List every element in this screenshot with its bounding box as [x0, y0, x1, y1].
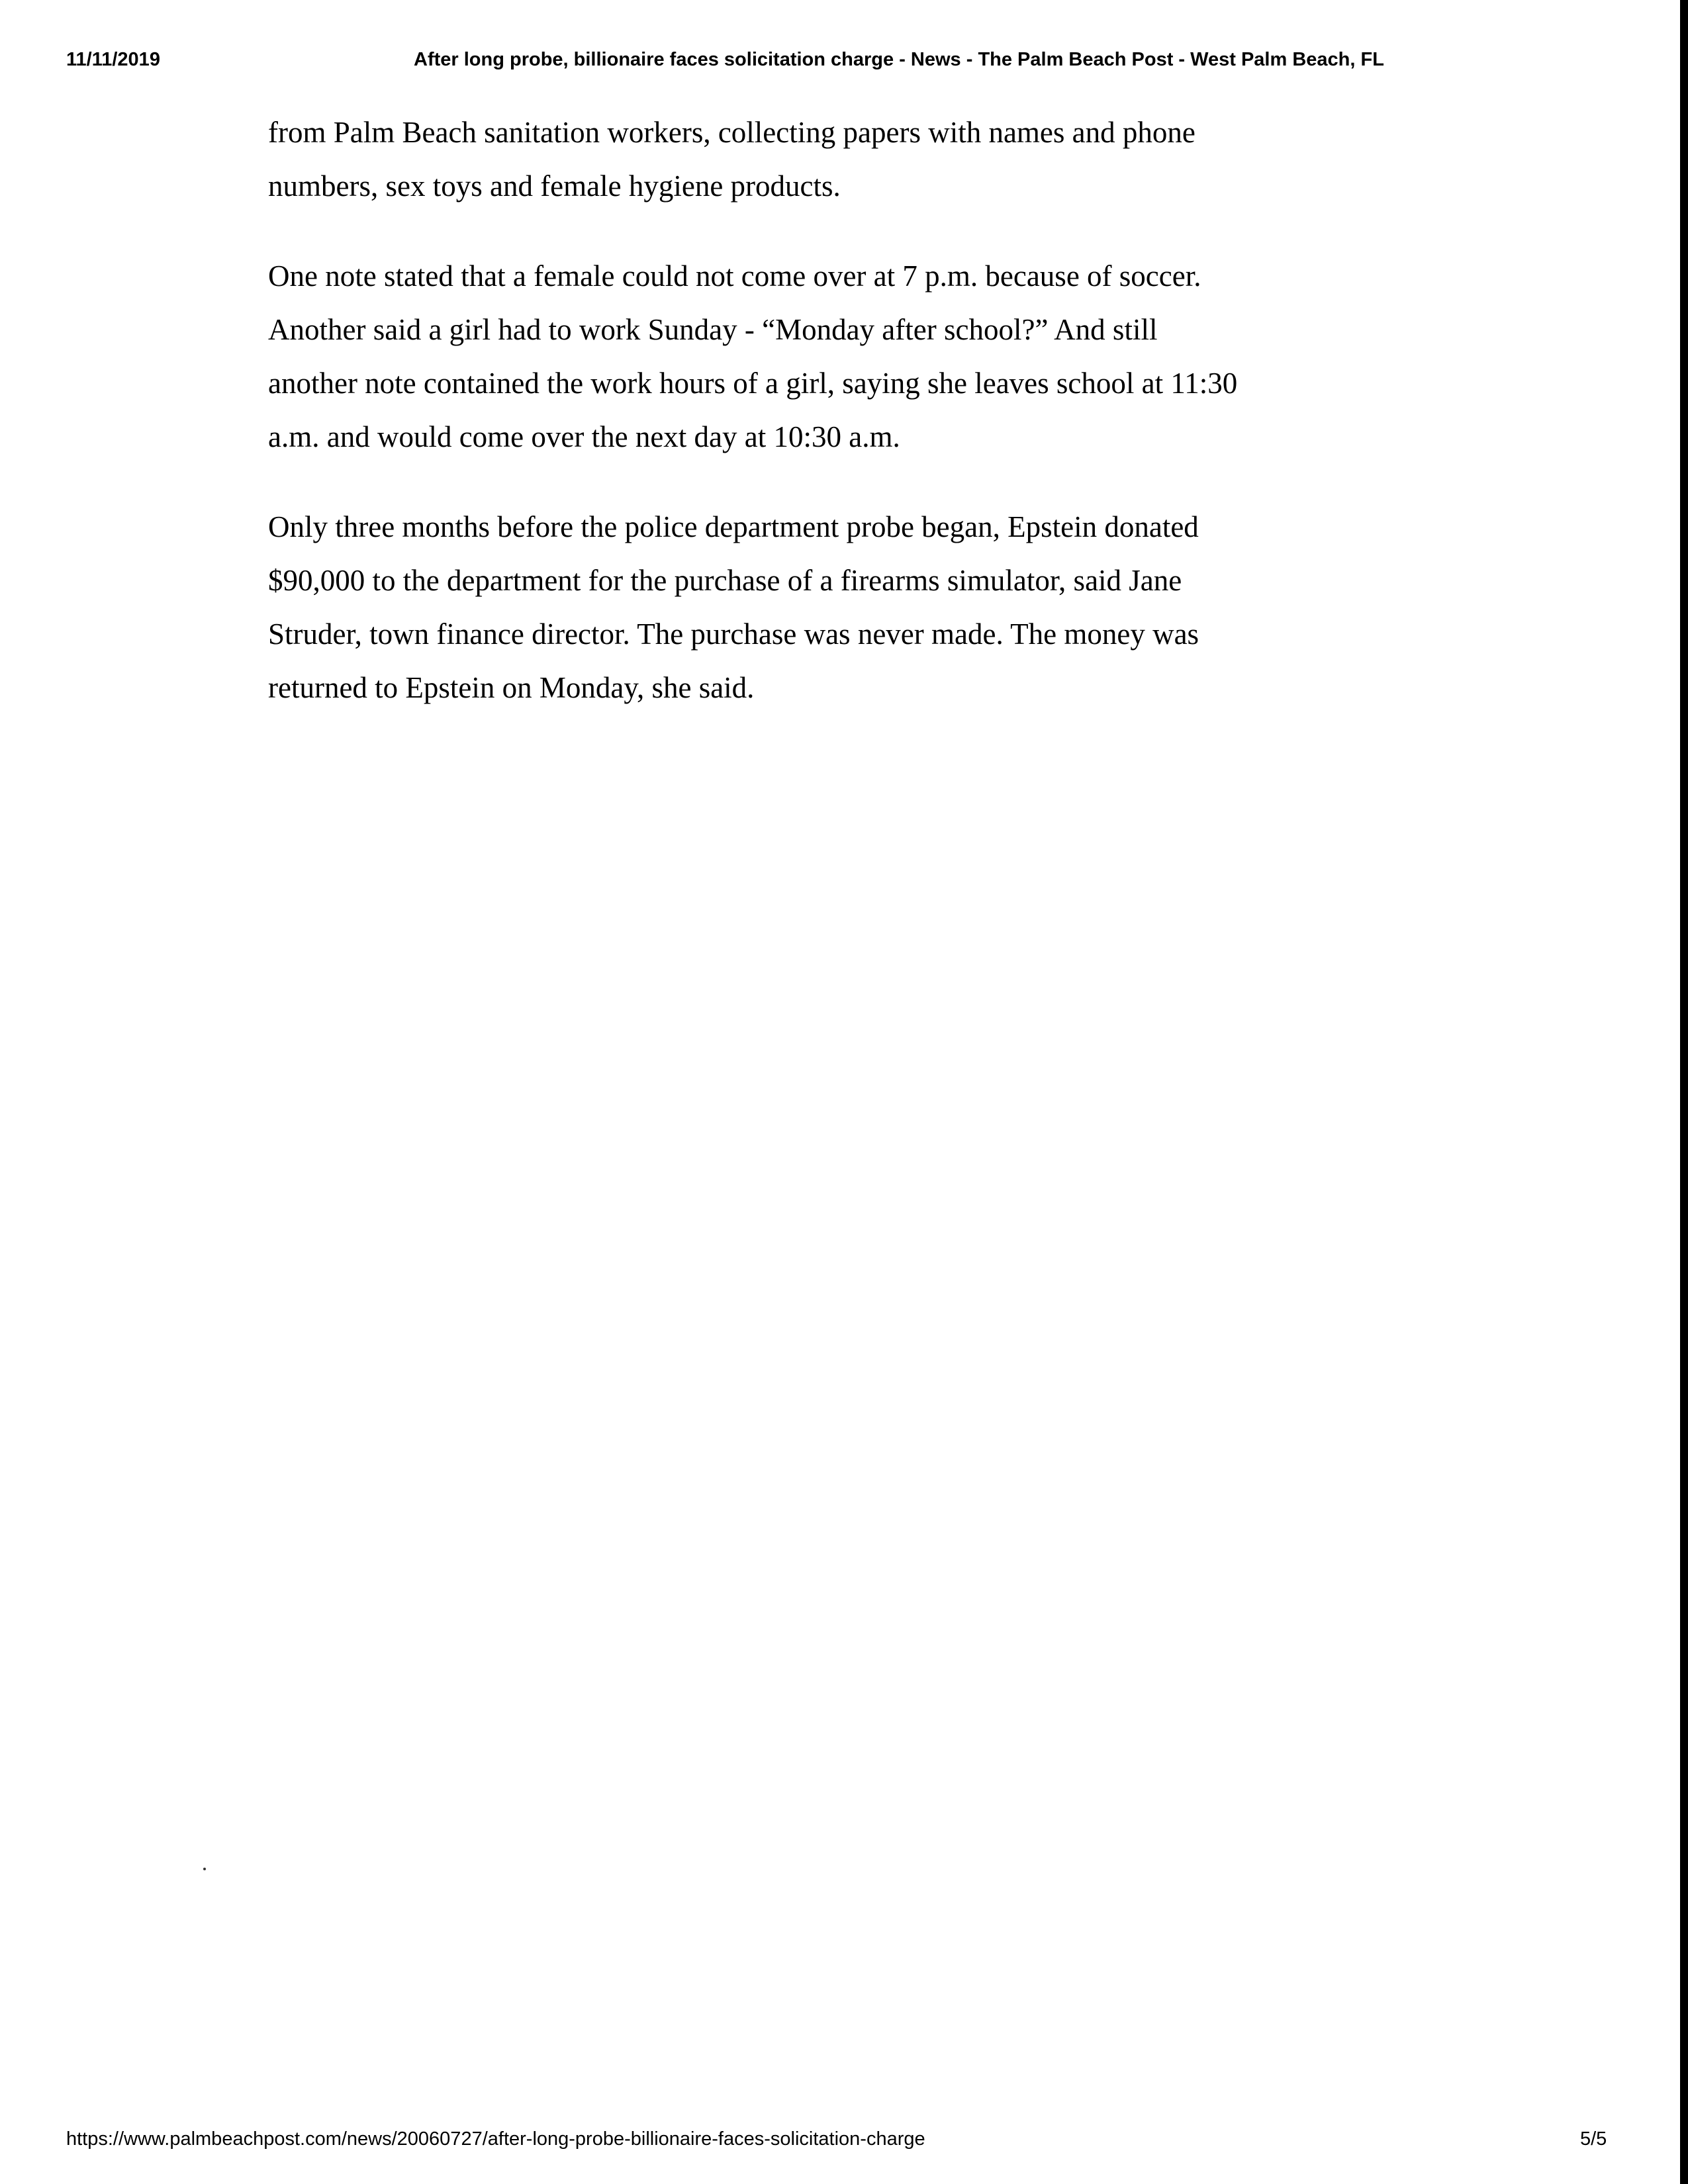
text-line: another note contained the work hours of a girl, saying she leaves school at 11:30: [268, 367, 1238, 400]
scan-edge-border: [1680, 0, 1688, 2184]
print-header-title: After long probe, billionaire faces solicitation charge - News - The Palm Beach Post - West Palm Beach, FL: [414, 49, 1384, 70]
text-line: numbers, sex toys and female hygiene products.: [268, 169, 841, 203]
source-url: https://www.palmbeachpost.com/news/20060727/after-long-probe-billionaire-faces-solicitation-charge: [66, 2128, 925, 2150]
text-line: Only three months before the police department probe began, Epstein donated: [268, 510, 1199, 543]
text-line: from Palm Beach sanitation workers, collecting papers with names and phone: [268, 116, 1196, 149]
text-line: $90,000 to the department for the purchase of a firearms simulator, said Jane: [268, 564, 1182, 597]
print-date: 11/11/2019: [66, 49, 160, 70]
article-body: [268, 106, 1446, 751]
text-line: One note stated that a female could not come over at 7 p.m. because of soccer.: [268, 259, 1201, 293]
page-number: 5/5: [1580, 2128, 1607, 2150]
text-line: Struder, town finance director. The purchase was never made. The money was: [268, 617, 1199, 651]
article-paragraph: [268, 106, 1446, 213]
text-line: a.m. and would come over the next day at 10:30 a.m.: [268, 420, 900, 453]
article-paragraph: [268, 250, 1446, 464]
article-paragraph: [268, 500, 1446, 715]
scan-speck: [203, 1868, 206, 1870]
text-line: Another said a girl had to work Sunday - “Monday after school?” And still: [268, 313, 1158, 346]
text-line: returned to Epstein on Monday, she said.: [268, 671, 755, 704]
